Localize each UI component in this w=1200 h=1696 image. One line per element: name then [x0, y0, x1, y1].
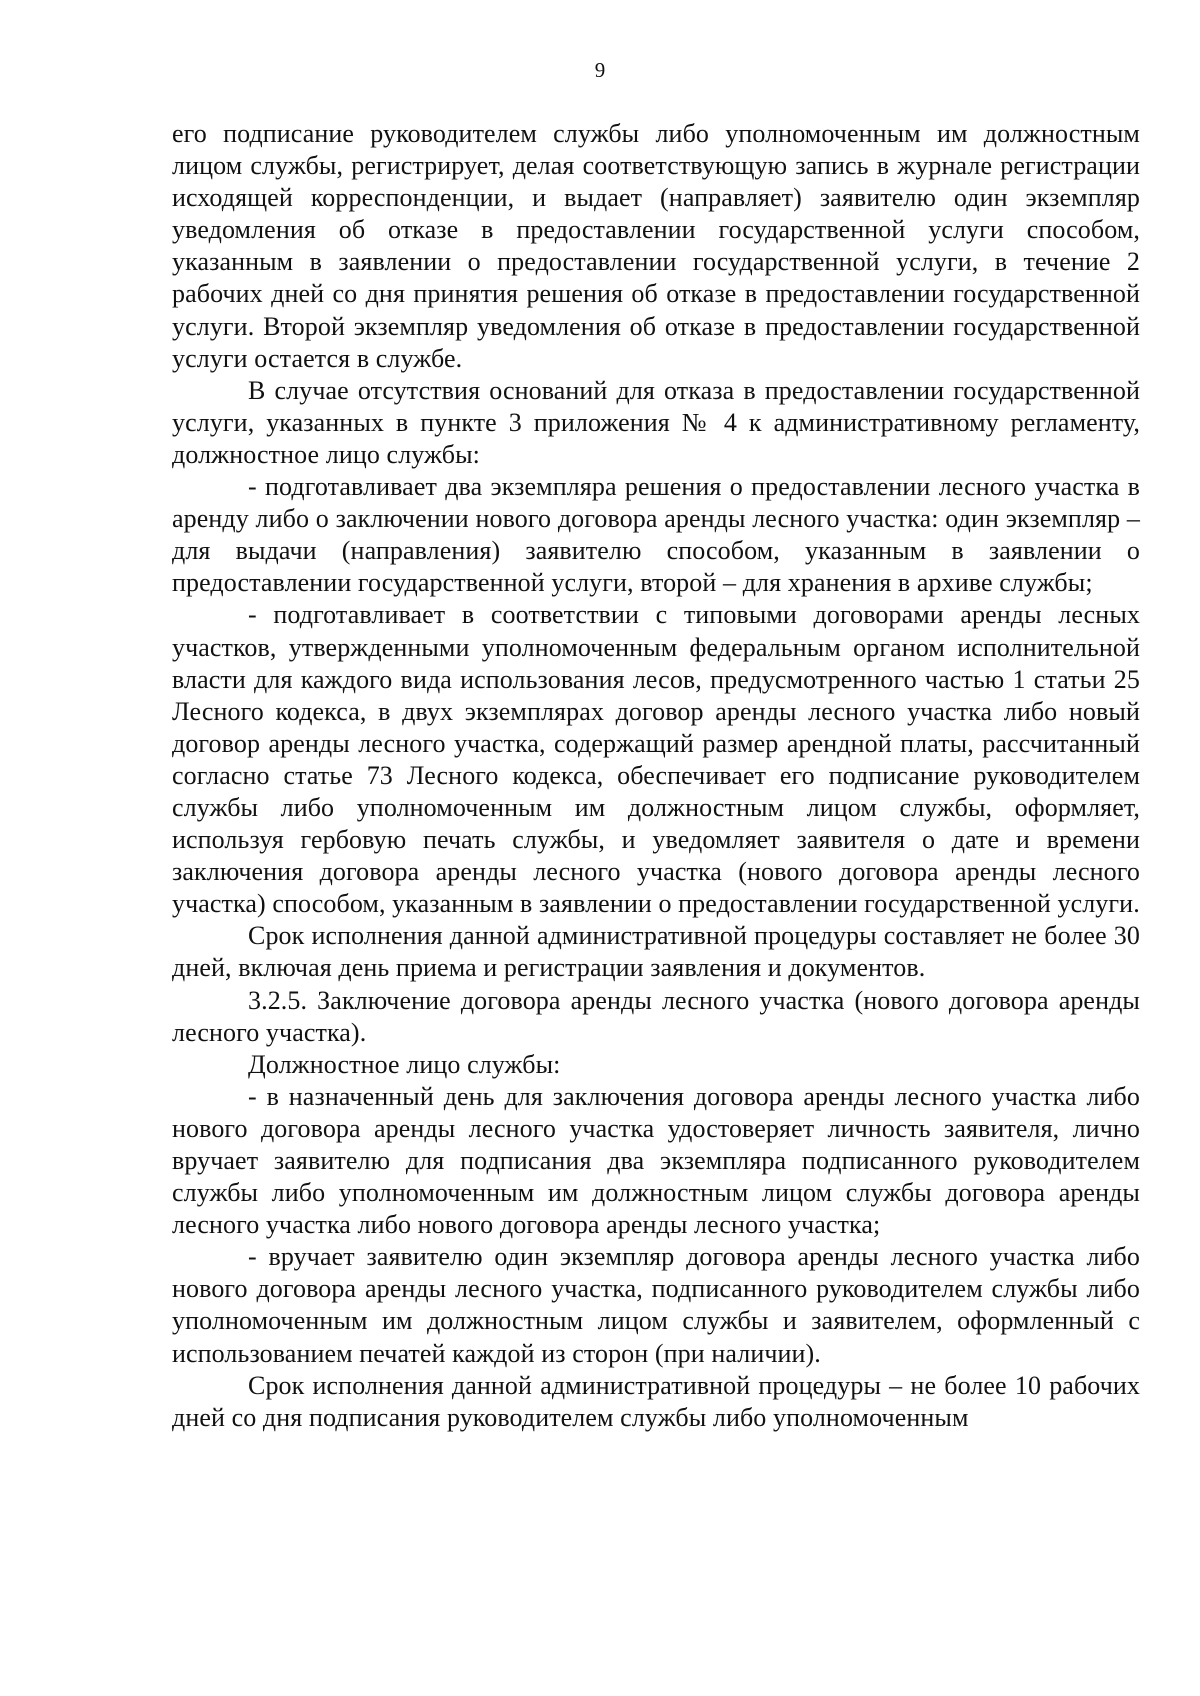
document-body [172, 118, 1140, 1434]
list-item-paragraph: - в назначенный день для заключения договора аренды лесного участка либо нового договора аренды лесного участка удостоверяет личность заявителя, лично вручает заявителю для подписания два экземпляра подписанного руководителем службы либо уполномоченным им должностным лицом службы договора аренды лесного участка либо нового договора аренды лесного участка; [172, 1081, 1140, 1240]
section-heading-paragraph: 3.2.5. Заключение договора аренды лесного участка (нового договора аренды лесного участка). [172, 985, 1140, 1047]
paragraph: Срок исполнения данной административной процедуры составляет не более 30 дней, включая день приема и регистрации заявления и документов. [172, 921, 1140, 983]
paragraph-continuation: его подписание руководителем службы либо уполномоченным им должностным лицом службы, регистрирует, делая соответствующую запись в журнале регистрации исходящей корреспонденции, и выдает (направляет) заявителю один экземпляр уведомления об отказе в предоставлении государственной услуги способом, указанным в заявлении о предоставлении государственной услуги, в течение 2 рабочих дней со дня принятия решения об отказе в предоставлении государственной услуги. Второй экземпляр уведомления об отказе в предоставлении государственной услуги остается в службе. [172, 119, 1140, 373]
paragraph: Должностное лицо службы: [248, 1049, 561, 1079]
list-item-paragraph: - вручает заявителю один экземпляр договора аренды лесного участка либо нового договора аренды лесного участка, подписанного руководителем службы либо уполномоченным им должностным лицом службы и заявителем, оформленный с использованием печатей каждой из сторон (при наличии). [172, 1242, 1140, 1368]
list-item-paragraph: - подготавливает в соответствии с типовыми договорами аренды лесных участков, утвержденными уполномоченным федеральным органом исполнительной власти для каждого вида использования лесов, предусмотренного частью 1 статьи 25 Лесного кодекса, в двух экземплярах договор аренды лесного участка либо новый договор аренды лесного участка, содержащий размер арендной платы, рассчитанный согласно статье 73 Лесного кодекса, обеспечивает его подписание руководителем службы либо уполномоченным им должностным лицом службы, оформляет, используя гербовую печать службы, и уведомляет заявителя о дате и времени заключения договора аренды лесного участка (нового договора аренды лесного участка) способом, указанным в заявлении о предоставлении государственной услуги. [172, 600, 1140, 919]
list-item-paragraph: - подготавливает два экземпляра решения о предоставлении лесного участка в аренду либо о заключении нового договора аренды лесного участка: один экземпляр – для выдачи (направления) заявителю способом, указанным в заявлении о предоставлении государственной услуги, второй – для хранения в архиве службы; [172, 472, 1140, 598]
paragraph: Срок исполнения данной административной процедуры – не более 10 рабочих дней со дня подписания руководителем службы либо уполномоченным [172, 1370, 1140, 1432]
page-number: 9 [594, 58, 606, 82]
paragraph: В случае отсутствия оснований для отказа в предоставлении государственной услуги, указанных в пункте 3 приложения № 4 к административному регламенту, должностное лицо службы: [172, 375, 1140, 469]
